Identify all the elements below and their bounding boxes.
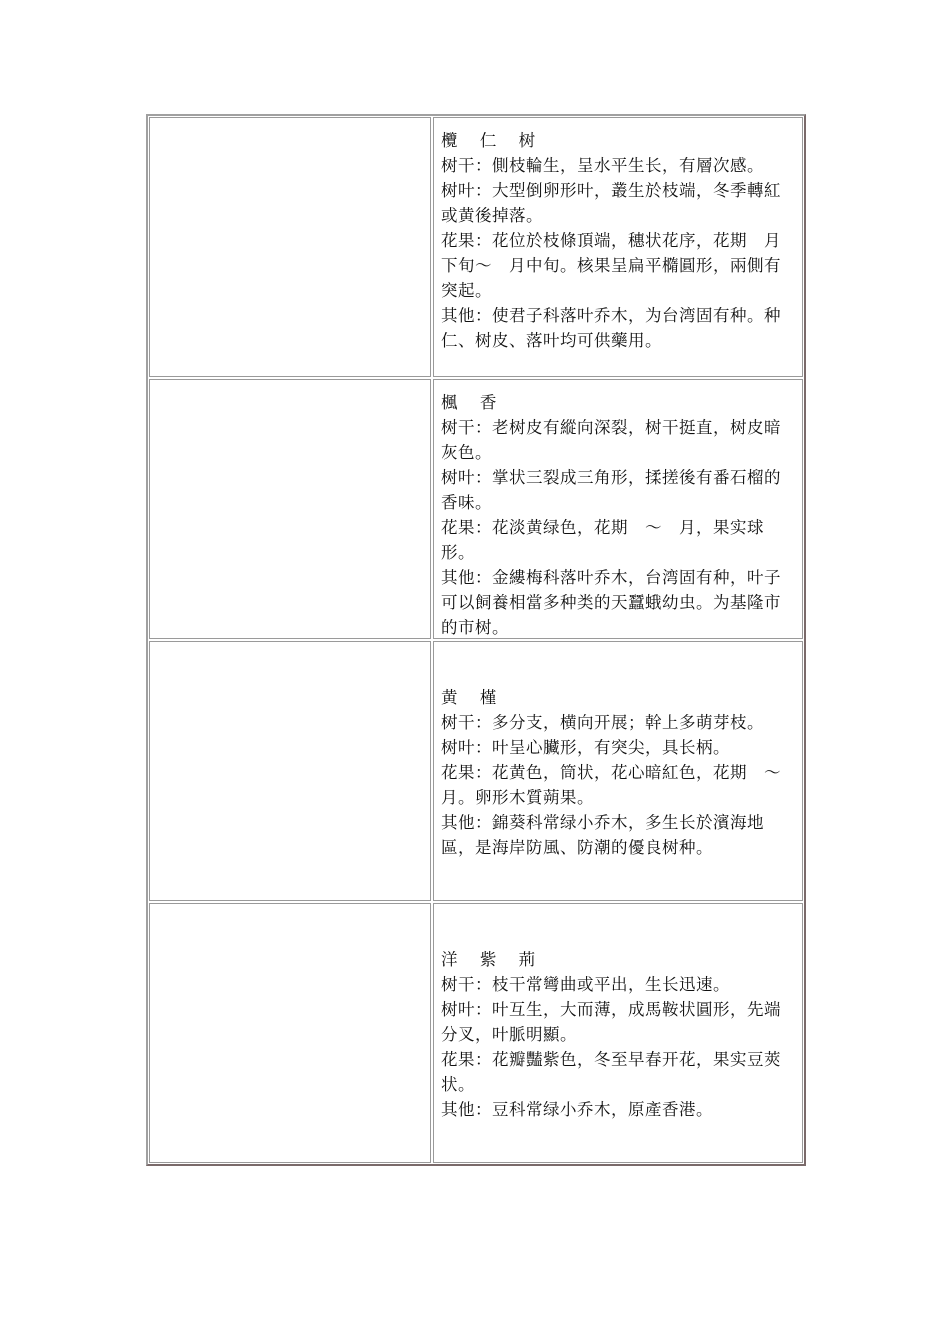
tree-name-char: 香 [479,393,497,412]
flower-fruit-description: 花果：花位於枝條頂端，穗状花序，花期 月下旬～ 月中旬。核果呈扁平橢圓形，兩側有突起。 [441,231,781,300]
tree-name-char: 黄 [441,687,458,707]
trunk-description: 树干：老树皮有縱向深裂，树干挺直，树皮暗灰色。 [441,418,781,462]
tree-name [441,128,796,153]
tree-name [441,947,796,972]
tree-name-char: 仁 [479,131,497,150]
flower-fruit-description: 花果：花黄色，筒状，花心暗紅色，花期 ～ 月。卵形木質蒴果。 [441,762,798,807]
table-row [148,378,804,640]
table-row [148,902,804,1164]
other-description: 其他：使君子科落叶乔木，为台湾固有种。种仁、树皮、落叶均可供藥用。 [441,306,781,350]
trunk-description: 树干：側枝輪生，呈水平生长，有層次感。 [441,156,764,175]
tree-photo-placeholder [149,117,431,377]
tree-table [146,114,806,1166]
leaf-description: 树叶：掌状三裂成三角形，揉搓後有番石榴的香味。 [441,468,781,512]
other-description: 其他：錦葵科常绿小乔木，多生长於濱海地區，是海岸防風、防潮的優良树种。 [441,812,764,857]
leaf-description: 树叶：叶呈心臟形，有突尖，具长柄。 [441,737,730,757]
tree-name-char: 树 [518,131,536,150]
tree-description [433,379,803,639]
tree-description [433,117,803,377]
tree-name-char: 楓 [441,393,458,412]
other-description: 其他：金縷梅科落叶乔木，台湾固有种，叶子可以飼養相當多种类的天蠶蛾幼虫。为基隆市的市树。 [441,568,781,637]
tree-name-char: 荊 [518,949,536,969]
leaf-description: 树叶：叶互生，大而薄，成馬鞍状圓形，先端分叉，叶脈明顯。 [441,999,781,1044]
tree-photo-placeholder [149,641,431,901]
tree-description [433,641,803,901]
tree-name-char: 槿 [479,687,497,707]
flower-fruit-description: 花果：花瓣豔紫色，冬至早春开花，果实豆莢状。 [441,1049,781,1094]
tree-name-char: 紫 [479,949,497,969]
tree-photo-placeholder [149,903,431,1163]
tree-name-char: 欖 [441,131,458,150]
tree-name [441,685,796,710]
other-description: 其他：豆科常绿小乔木，原產香港。 [441,1099,713,1119]
tree-name-char: 洋 [441,949,458,969]
trunk-description: 树干：多分支，横向开展；幹上多萌芽枝。 [441,712,764,732]
tree-name [441,390,796,415]
table-row [148,116,804,378]
trunk-description: 树干：枝干常彎曲或平出，生长迅速。 [441,974,730,994]
leaf-description: 树叶：大型倒卵形叶，叢生於枝端，冬季轉紅或黄後掉落。 [441,181,781,225]
tree-description [433,903,803,1163]
tree-photo-placeholder [149,379,431,639]
flower-fruit-description: 花果：花淡黄绿色，花期 ～ 月，果实球形。 [441,518,764,562]
table-row [148,640,804,902]
